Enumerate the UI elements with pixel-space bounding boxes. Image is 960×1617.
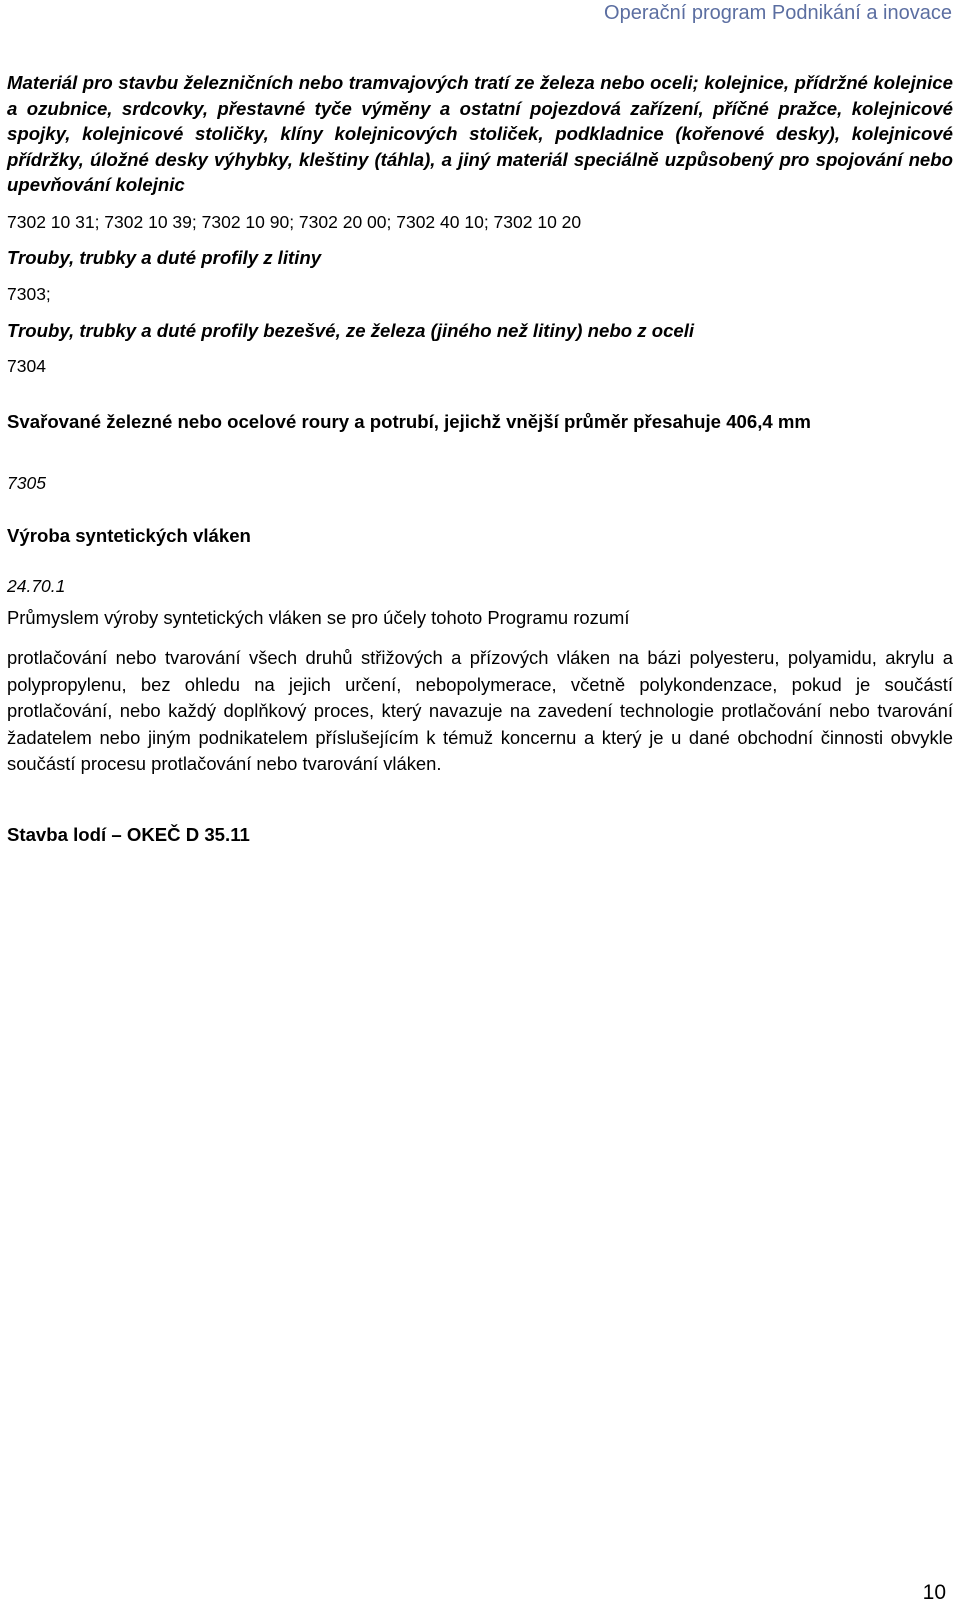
- synthetic-fibers-intro: Průmyslem výroby syntetických vláken se pro účely tohoto Programu rozumí: [7, 607, 630, 629]
- synthetic-fibers-definition: protlačování nebo tvarování všech druhů střižových a přízových vláken na bázi polyesteru, polyamidu, akrylu a polypropylenu, bez ohledu na jejich určení, nebopolymerace, včetně polykondenzace, pokud je součástí protlačování, nebo každý doplňkový proces, který navazuje na zavedení technologie protlačování nebo tvarování žadatelem nebo jiným podnikatelem příslušejícím k témuž koncernu a který je u dané obchodní činnosti obvykle součástí procesu protlačování nebo tvarování vláken.: [7, 646, 953, 775]
- page-number: 10: [922, 1581, 946, 1604]
- welded-pipes-code: 7305: [7, 472, 46, 493]
- cast-iron-tubes-heading: Trouby, trubky a duté profily z litiny: [7, 246, 322, 268]
- document-header: Operační program Podnikání a inovace: [604, 2, 952, 24]
- seamless-tubes-heading: Trouby, trubky a duté profily bezešvé, ze železa (jiného než litiny) nebo z oceli: [7, 319, 695, 341]
- welded-pipes-heading: Svařované železné nebo ocelové roury a potrubí, jejichž vnější průměr přesahuje 406,4 mm: [7, 411, 811, 433]
- cast-iron-tubes-code: 7303;: [7, 283, 51, 304]
- rail-material-heading: Materiál pro stavbu železničních nebo tramvajových tratí ze železa nebo oceli; kolejnice, přídržné kolejnice a ozubnice, srdcovky, přestavné tyče výměny a ostatní pojezdová zařízení, příčné pražce, kolejnicové spojky, kolejnicové stoličky, klíny kolejnicových stoliček, podkladnice (kořenové desky), kolejnicové přídržky, úložné desky výhybky, kleštiny (táhla), a jiný materiál speciálně uzpůsobený pro spojování nebo upevňování kolejnic: [7, 72, 953, 196]
- shipbuilding-heading: Stavba lodí – OKEČ D 35.11: [7, 823, 250, 845]
- seamless-tubes-code: 7304: [7, 356, 46, 377]
- rail-material-codes: 7302 10 31; 7302 10 39; 7302 10 90; 7302 20 00; 7302 40 10; 7302 10 20: [7, 211, 582, 232]
- synthetic-fibers-heading: Výroba syntetických vláken: [7, 524, 251, 546]
- synthetic-fibers-code: 24.70.1: [7, 576, 66, 597]
- document-body: [7, 70, 953, 848]
